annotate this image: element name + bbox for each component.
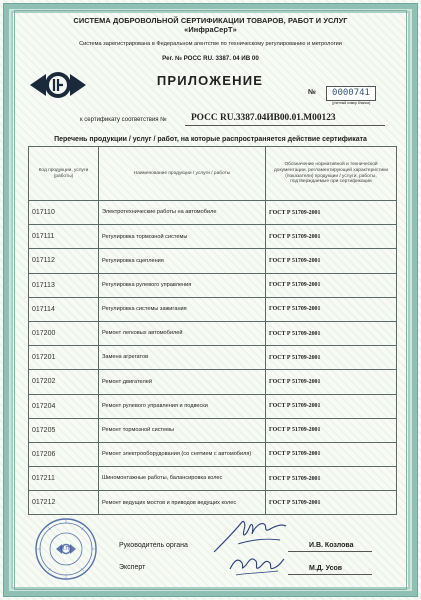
row-code: 017114	[29, 297, 99, 321]
row-code: 017212	[29, 491, 99, 515]
table-row	[29, 297, 397, 321]
table-row	[29, 249, 397, 273]
attachment-number-prefix: №	[308, 89, 316, 96]
expert-signature-line	[288, 574, 372, 575]
table-row	[29, 442, 397, 466]
header-org-line1: СИСТЕМА ДОБРОВОЛЬНОЙ СЕРТИФИКАЦИИ ТОВАРОВ, РАБОТ И УСЛУГ	[73, 16, 348, 25]
row-standard: ГОСТ Р 51709-2001	[266, 370, 397, 394]
head-of-body-label: Руководитель органа	[119, 542, 188, 549]
row-name: Электротехнические работы на автомобиле	[99, 201, 266, 225]
table-row	[29, 370, 397, 394]
header-org-line2: «ИнфраСерТ»	[184, 25, 237, 34]
row-standard: ГОСТ Р 51709-2001	[266, 201, 397, 225]
row-code: 017205	[29, 418, 99, 442]
row-standard: ГОСТ Р 51709-2001	[266, 346, 397, 370]
table-row	[29, 491, 397, 515]
table-row	[29, 394, 397, 418]
row-code: 017211	[29, 467, 99, 491]
certificate-underline	[185, 125, 385, 126]
expert-label: Эксперт	[119, 564, 146, 571]
infracert-logo-icon	[28, 70, 88, 100]
head-name: И.В. Козлова	[309, 542, 354, 549]
table-row	[29, 467, 397, 491]
row-standard: ГОСТ Р 51709-2001	[266, 249, 397, 273]
table-row	[29, 321, 397, 345]
header-standard: Обозначение нормативной и технической документации, регламентирующей характеристики (показатели) продукции / услуги, работы, подтверждаемые при сертификации	[266, 147, 397, 201]
row-code: 017113	[29, 273, 99, 297]
attachment-number-caption: (учетный номер бланка)	[332, 101, 370, 105]
row-name: Ремонт легковых автомобилей	[99, 321, 266, 345]
row-name: Регулировка тормозной системы	[99, 225, 266, 249]
expert-signature-icon	[226, 549, 286, 579]
certificate-prefix: к сертификату соответствия №	[80, 117, 167, 123]
header-reg-number: Рег. № РОСС RU. 3387. 04 ИВ 00	[162, 55, 259, 62]
certificate-number: РОСС RU.3387.04ИВ00.01.М00123	[191, 113, 336, 123]
row-name: Ремонт электрооборудования (со снятием с автомобиля)	[99, 442, 266, 466]
row-code: 017200	[29, 321, 99, 345]
row-standard: ГОСТ Р 51709-2001	[266, 394, 397, 418]
table-row	[29, 418, 397, 442]
header-organization	[24, 16, 397, 34]
table-row	[29, 201, 397, 225]
row-standard: ГОСТ Р 51709-2001	[266, 442, 397, 466]
row-name: Шиномонтажные работы, балансировка колес	[99, 467, 266, 491]
attachment-number: 0000741	[326, 86, 376, 101]
row-standard: ГОСТ Р 51709-2001	[266, 273, 397, 297]
head-signature-line	[288, 551, 372, 552]
row-code: 017111	[29, 225, 99, 249]
row-standard: ГОСТ Р 51709-2001	[266, 225, 397, 249]
table-title: Перечень продукции / услуг / работ, на которые распространяется действие сертификата	[54, 136, 367, 143]
header-code: Код продукции, услуги (работы)	[29, 147, 99, 201]
row-code: 017204	[29, 394, 99, 418]
table-row	[29, 346, 397, 370]
row-code: 017112	[29, 249, 99, 273]
row-name: Ремонт тормозной системы	[99, 418, 266, 442]
table-row	[29, 225, 397, 249]
table-row	[29, 273, 397, 297]
row-standard: ГОСТ Р 51709-2001	[266, 491, 397, 515]
page-title: ПРИЛОЖЕНИЕ	[156, 73, 264, 88]
expert-name: М.Д. Усов	[309, 565, 343, 572]
row-standard: ГОСТ Р 51709-2001	[266, 418, 397, 442]
header-name: Наименование продукции / услуги / работы	[99, 147, 266, 201]
row-standard: ГОСТ Р 51709-2001	[266, 467, 397, 491]
table-body	[29, 201, 397, 515]
row-name: Регулировка системы зажигания	[99, 297, 266, 321]
row-standard: ГОСТ Р 51709-2001	[266, 297, 397, 321]
row-name: Ремонт двигателей	[99, 370, 266, 394]
products-table	[28, 146, 397, 515]
row-name: Ремонт ведущих мостов и приводов ведущих колес	[99, 491, 266, 515]
row-code: 017206	[29, 442, 99, 466]
row-code: 017201	[29, 346, 99, 370]
row-standard: ГОСТ Р 51709-2001	[266, 321, 397, 345]
row-name: Замена агрегатов	[99, 346, 266, 370]
seal-text: М.П.	[60, 546, 71, 552]
row-code: 017110	[29, 201, 99, 225]
row-name: Регулировка сцепления	[99, 249, 266, 273]
table-header-row	[29, 147, 397, 201]
row-name: Регулировка рулевого управления	[99, 273, 266, 297]
header-registration: Система зарегистрирована в Федеральном агентстве по техническому регулированию и метрологии	[79, 41, 342, 47]
row-code: 017202	[29, 370, 99, 394]
row-name: Ремонт рулевого управления и подвески	[99, 394, 266, 418]
